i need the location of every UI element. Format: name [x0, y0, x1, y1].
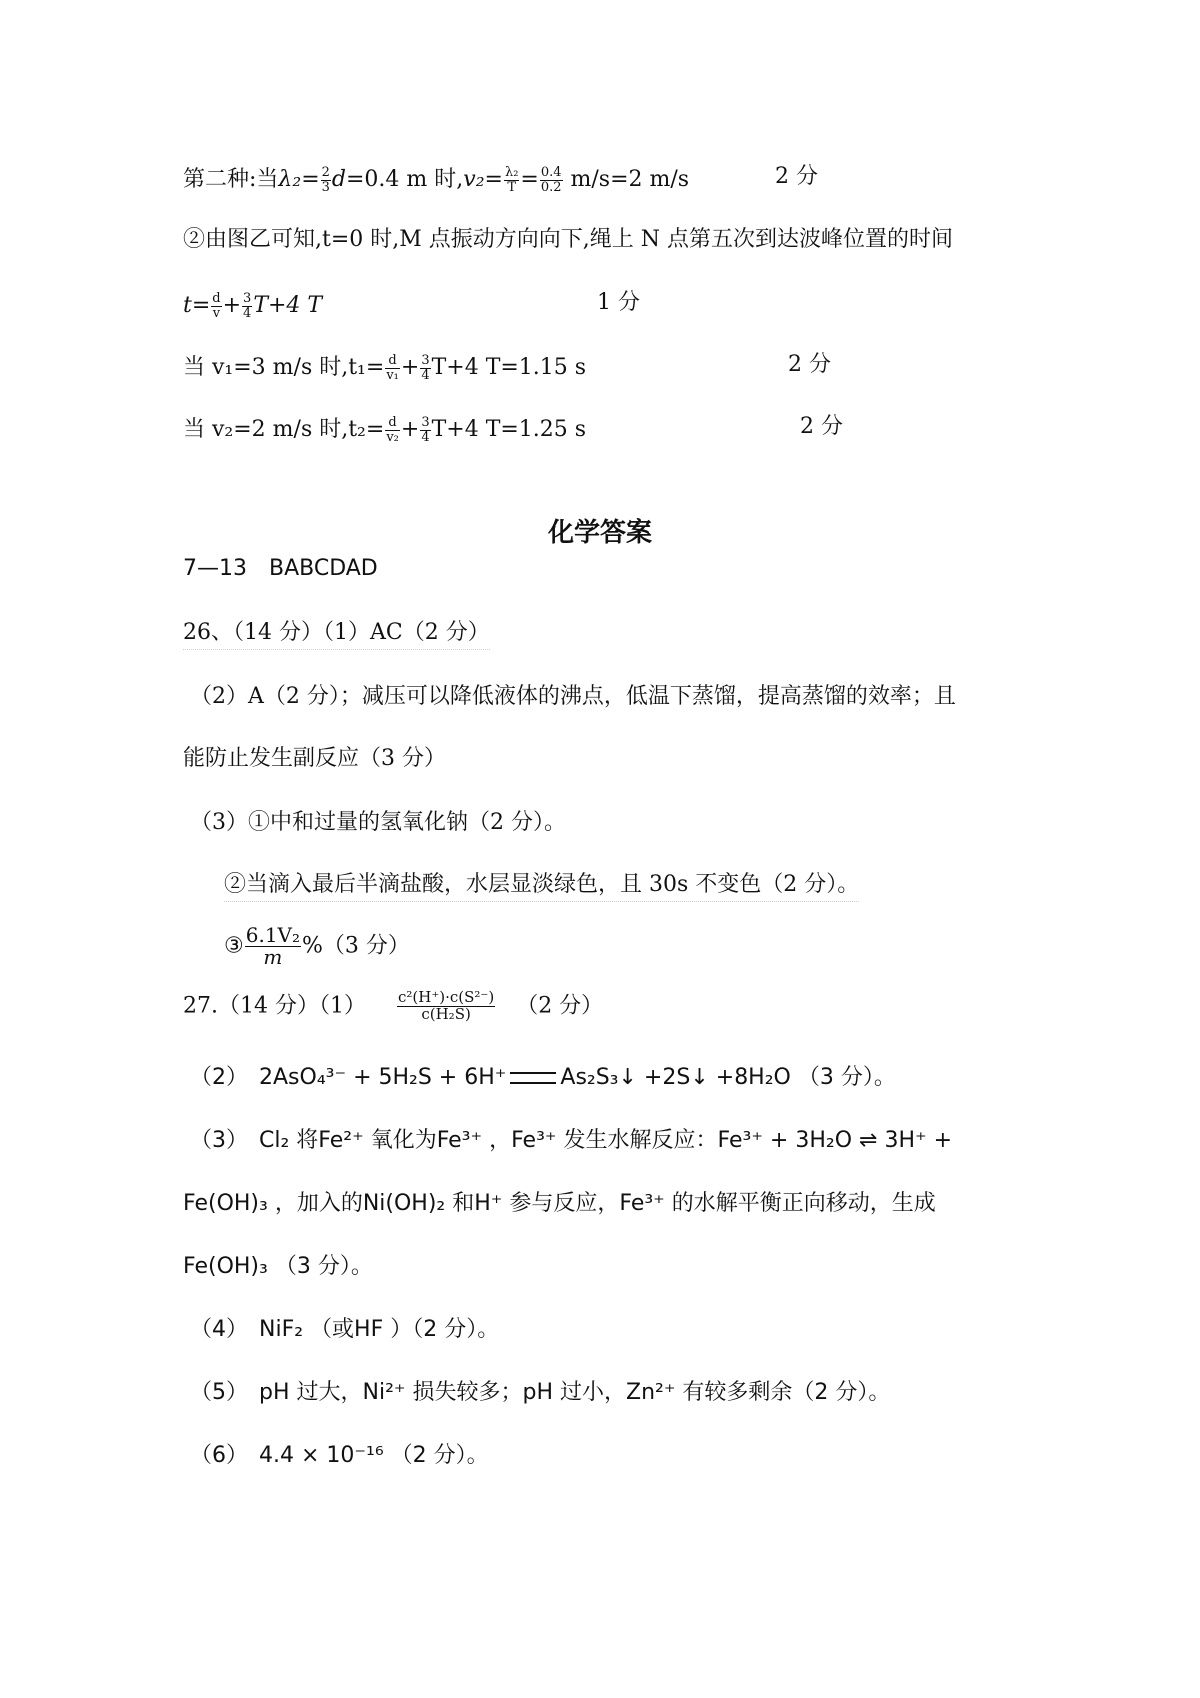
score-line-5: 2 分: [800, 414, 843, 439]
text: 26、（14 分）（1）AC（2 分）: [183, 620, 490, 650]
q26-part2-line2: 能防止发生副反应（3 分）: [183, 746, 446, 771]
q27-part5: （5） pH 过大，Ni²⁺ 损失较多；pH 过小，Zn²⁺ 有较多剩余（2 分）。: [190, 1380, 891, 1405]
score-line-4: 2 分: [788, 352, 831, 377]
chemistry-title: 化学答案: [547, 518, 652, 548]
text: （2 分）: [516, 993, 604, 1019]
physics-line-3: [183, 292, 322, 320]
score-line-1: 2 分: [775, 164, 818, 189]
numerator: λ₂: [504, 165, 519, 180]
text: %（3 分）: [302, 933, 410, 959]
text: =: [484, 167, 503, 193]
numerator: d: [385, 416, 400, 431]
fraction-equilibrium-constant: [397, 990, 495, 1023]
denominator: v₂: [386, 429, 399, 445]
numerator: 3: [421, 415, 430, 430]
fraction-d-v: [211, 292, 221, 320]
denominator: 0.2: [540, 179, 562, 195]
text: 当 v₂=2 m/s 时,t₂=: [183, 417, 385, 443]
fraction-lambda-T: [504, 166, 519, 194]
text: =: [191, 293, 211, 319]
score-line-3: 1 分: [597, 290, 640, 315]
numerator: 2: [321, 165, 330, 180]
text: +: [400, 417, 420, 443]
text: +: [400, 355, 420, 381]
text: （2） 2AsO₄³⁻ + 5H₂S + 6H⁺: [190, 1065, 507, 1090]
q27-part6: （6） 4.4 × 10⁻¹⁶ （2 分）。: [190, 1443, 489, 1468]
denominator: v₁: [386, 367, 399, 383]
fraction-2-3: [321, 166, 331, 194]
text: =0.4 m 时,: [346, 167, 464, 193]
fraction-3-4: [420, 416, 430, 444]
text: T+4 T=1.25 s: [431, 417, 587, 443]
text: +: [222, 293, 242, 319]
q26-part3-line1: （3）①中和过量的氢氧化钠（2 分）。: [190, 810, 566, 835]
text: T+4 T: [253, 293, 323, 319]
q27-part1: [183, 990, 603, 1023]
q26-part2-line1: （2）A（2 分）；减压可以降低液体的沸点，低温下蒸馏，提高蒸馏的效率；且: [190, 684, 956, 709]
q27-part2: [190, 1067, 896, 1089]
physics-line-4: [183, 354, 586, 382]
q26-part3-line2: [224, 874, 859, 896]
denominator: 3: [321, 179, 330, 195]
fraction-d-v2: [385, 416, 400, 444]
physics-line-1: [183, 166, 689, 194]
fraction-04-02: [540, 166, 563, 194]
text: ③: [224, 933, 244, 959]
equals-sign: [510, 1072, 556, 1084]
numerator: 0.4: [540, 165, 562, 180]
q26-part1: [183, 622, 490, 644]
fraction-3-4: [242, 292, 252, 320]
denominator: m: [263, 945, 283, 969]
text: =: [520, 167, 539, 193]
symbol-lambda2: λ₂: [278, 167, 302, 193]
denominator: c(H₂S): [421, 1004, 471, 1023]
symbol-v2: v₂: [463, 167, 485, 193]
text: T+4 T=1.15 s: [431, 355, 587, 381]
text: 27.（14 分）（1）: [183, 993, 366, 1019]
text: As₂S₃↓ +2S↓ +8H₂O （3 分）。: [560, 1065, 896, 1090]
denominator: 4: [421, 429, 430, 445]
text: 第二种:当: [183, 167, 279, 193]
q27-part3-line2: Fe(OH)₃ ，加入的Ni(OH)₂ 和H⁺ 参与反应，Fe³⁺ 的水解平衡正向移动，生成: [183, 1191, 936, 1216]
numerator: 6.1V₂: [245, 923, 301, 947]
numerator: 3: [243, 291, 252, 306]
q26-part3-line3: [224, 925, 410, 968]
fraction-d-v1: [385, 354, 400, 382]
denominator: v: [212, 305, 221, 321]
physics-line-5: [183, 416, 586, 444]
q27-part4: （4） NiF₂ （或HF ）（2 分）。: [190, 1317, 500, 1342]
q27-part3-line3: Fe(OH)₃ （3 分）。: [183, 1254, 373, 1279]
fraction-3-4: [420, 354, 430, 382]
denominator: 4: [421, 367, 430, 383]
q27-part3-line1: （3） Cl₂ 将Fe²⁺ 氧化为Fe³⁺ ，Fe³⁺ 发生水解反应：Fe³⁺ + 3H₂O ⇌ 3H⁺ +: [190, 1128, 953, 1153]
symbol-d: d: [331, 167, 346, 193]
numerator: c²(H⁺)·c(S²⁻): [397, 988, 495, 1006]
numerator: 3: [421, 353, 430, 368]
symbol-t: t: [183, 293, 192, 319]
text: m/s=2 m/s: [563, 167, 690, 193]
text: 当 v₁=3 m/s 时,t₁=: [183, 355, 385, 381]
text: =: [301, 167, 320, 193]
numerator: d: [385, 354, 400, 369]
physics-line-2: ②由图乙可知,t=0 时,M 点振动方向向下,绳上 N 点第五次到达波峰位置的时间: [183, 227, 954, 252]
denominator: 4: [243, 305, 252, 321]
denominator: T: [507, 179, 517, 195]
fraction-61v2-m: [245, 925, 301, 968]
numerator: d: [212, 291, 221, 306]
text: ②当滴入最后半滴盐酸，水层显淡绿色，且 30s 不变色（2 分）。: [224, 872, 859, 902]
mc-answers: 7—13 BABCDAD: [183, 556, 378, 581]
